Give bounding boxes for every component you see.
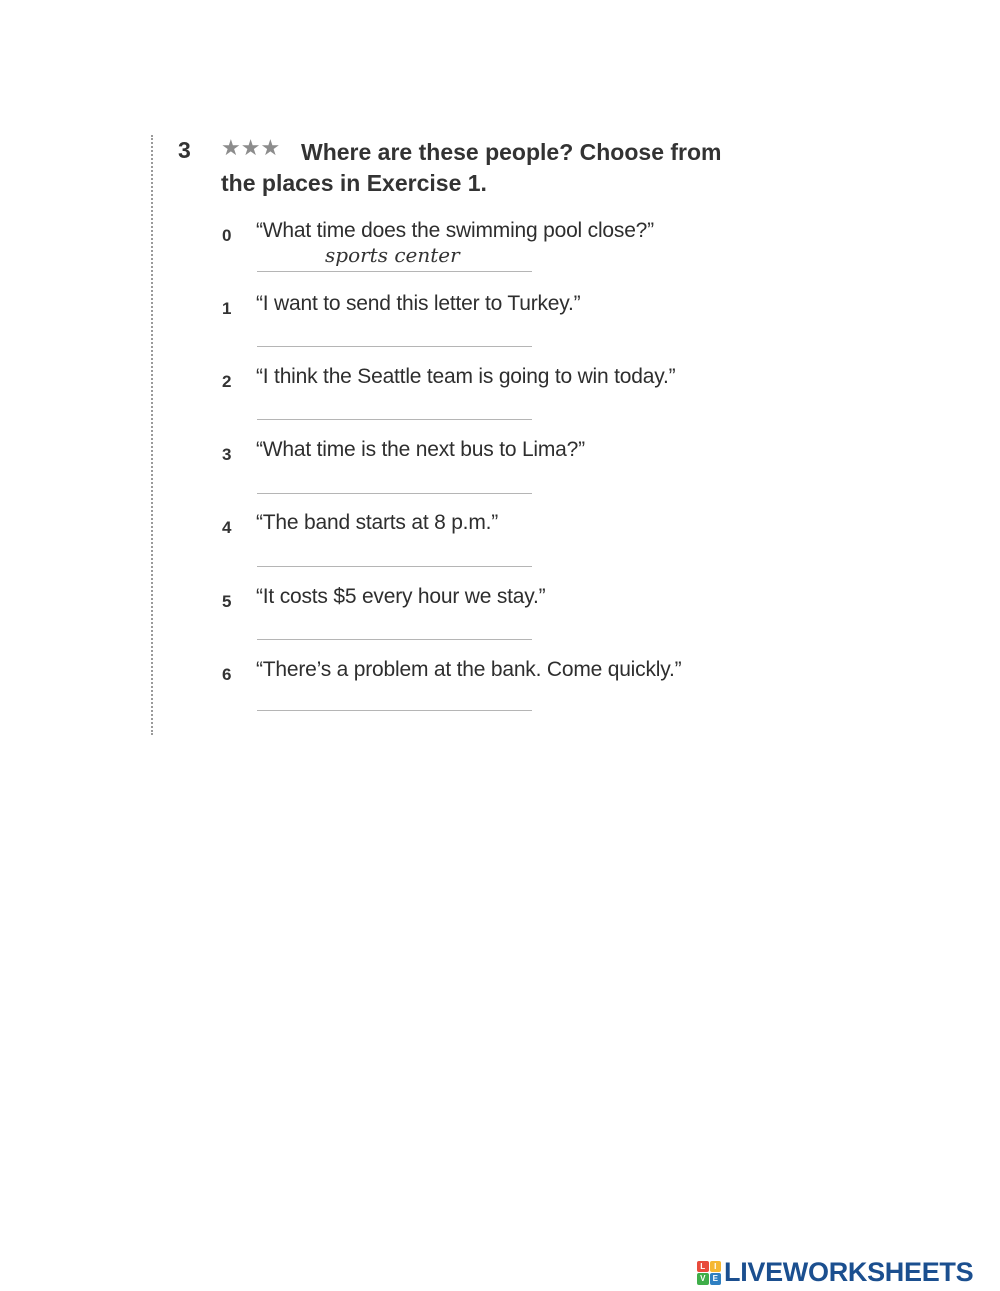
question-text: “The band starts at 8 p.m.” [256, 511, 499, 534]
answer-field-3[interactable] [257, 462, 532, 486]
answer-field-5[interactable] [257, 609, 532, 633]
question-item-2 [0, 365, 1000, 435]
answer-field-6[interactable] [257, 682, 532, 706]
logo-mark-letter: L [697, 1261, 709, 1273]
logo-text: LIVEWORKSHEETS [724, 1257, 974, 1287]
answer-line [257, 346, 532, 347]
logo-mark-icon [697, 1261, 721, 1285]
question-number: 4 [222, 518, 232, 537]
logo-mark-letter: E [710, 1273, 722, 1285]
question-item-1 [0, 292, 1000, 362]
question-text: “It costs $5 every hour we stay.” [256, 585, 546, 608]
answer-line [257, 493, 532, 494]
instruction-text: Where are these people? Choose from the places in Exercise 1. [221, 139, 722, 196]
logo-mark-letter: I [710, 1261, 722, 1273]
answer-line [257, 639, 532, 640]
question-number: 6 [222, 665, 232, 684]
answer-field-4[interactable] [257, 535, 532, 559]
question-number: 0 [222, 226, 232, 245]
answer-line [257, 710, 532, 711]
exercise-number: 3 [178, 137, 191, 163]
liveworksheets-logo [697, 1257, 973, 1288]
logo-mark-letter: V [697, 1273, 709, 1285]
exercise-instruction [221, 137, 761, 199]
difficulty-stars: ★★★ [221, 135, 281, 160]
question-text: “I think the Seattle team is going to win today.” [256, 365, 676, 388]
question-text: “What time does the swimming pool close?” [256, 219, 654, 242]
answer-line [257, 419, 532, 420]
question-number: 3 [222, 445, 232, 464]
question-number: 5 [222, 592, 232, 611]
question-number: 1 [222, 299, 232, 318]
question-text: “I want to send this letter to Turkey.” [256, 292, 581, 315]
question-text: “What time is the next bus to Lima?” [256, 438, 585, 461]
answer-field-2[interactable] [257, 389, 532, 413]
question-item-4 [0, 511, 1000, 581]
answer-line [257, 566, 532, 567]
answer-field-0[interactable] [257, 243, 532, 267]
question-number: 2 [222, 372, 232, 391]
question-item-3 [0, 438, 1000, 508]
answer-line [257, 271, 532, 272]
question-item-6 [0, 658, 1000, 728]
answer-field-1[interactable] [257, 316, 532, 340]
question-item-0 [0, 219, 1000, 289]
question-item-5 [0, 585, 1000, 655]
question-text: “There’s a problem at the bank. Come quickly.” [256, 658, 682, 681]
